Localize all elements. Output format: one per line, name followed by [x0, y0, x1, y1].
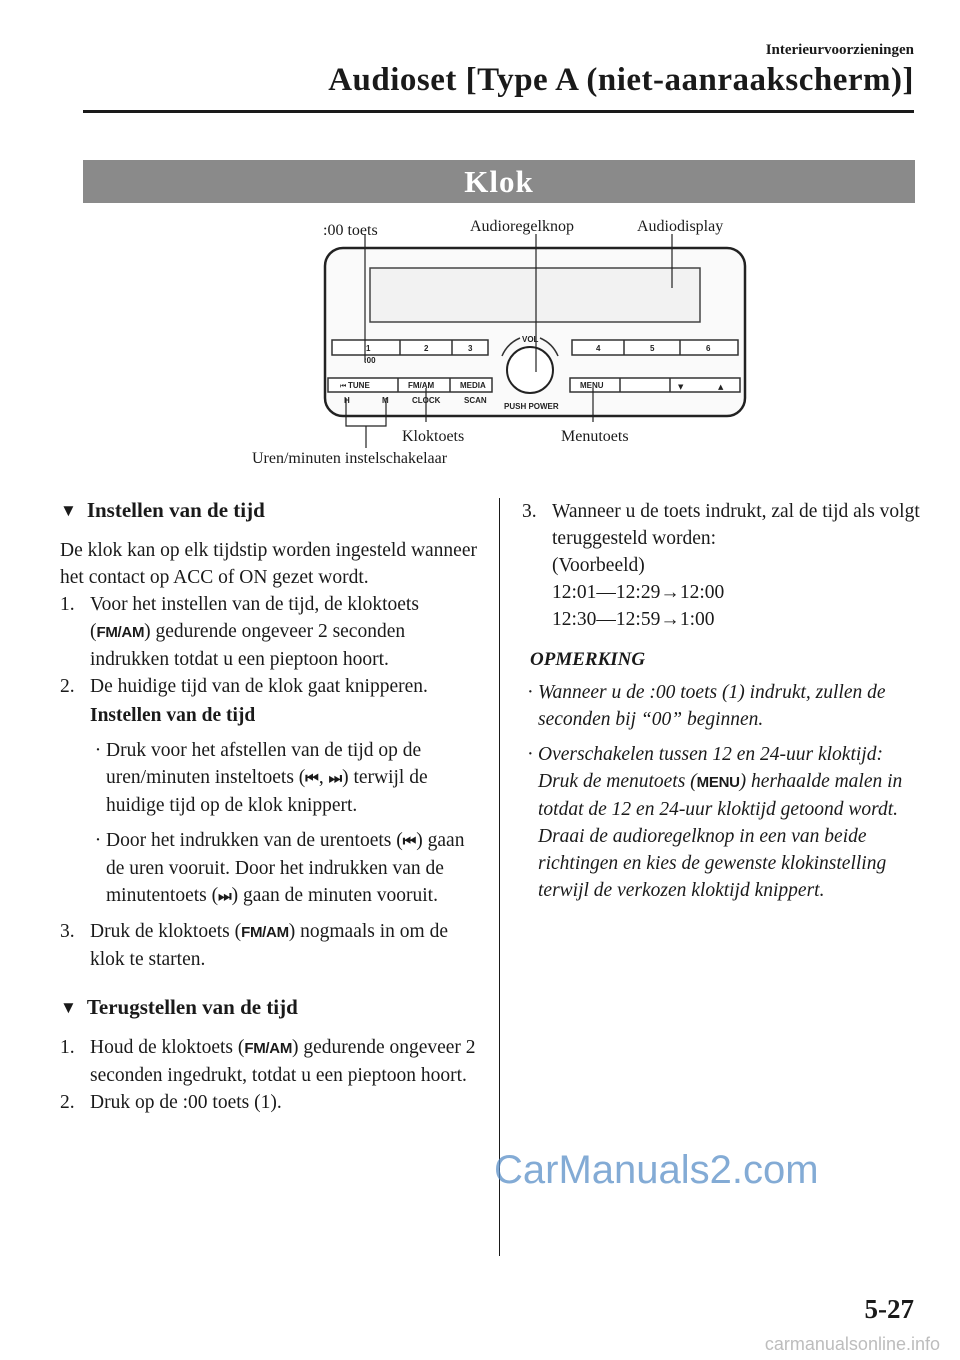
step-number: 3. — [60, 921, 75, 942]
reset-step-2 — [60, 1089, 480, 1116]
footer-site-link[interactable]: carmanualsonline.info — [764, 1334, 940, 1354]
header-rule — [83, 110, 914, 113]
m-label: M — [382, 396, 389, 405]
note-heading: OPMERKING — [530, 649, 646, 670]
set-step-1 — [60, 591, 480, 673]
step-number: 2. — [60, 676, 75, 697]
section-heading-reset-time — [60, 995, 480, 1020]
hour-key-icon: ⏮ — [305, 769, 319, 787]
minute-key-icon: ⏭ — [218, 887, 232, 905]
preset-4-label: 4 — [596, 344, 601, 353]
bullet-text-part: Druk voor het afstellen van de tijd op de uren/minuten insteltoets ( — [106, 740, 422, 788]
note-text-part: ) herhaalde malen in totdat de 12 en 24-uur kloktijd getoond wordt. Draai de audioregelknop in een van beide richtingen en kies de gewenste klokinstelling terwijl de verkozen kloktijd knippert. — [538, 771, 903, 901]
bullet-text-part: , — [318, 767, 329, 788]
bullet-dot: · — [527, 744, 533, 765]
step-subheading: Instellen van de tijd — [90, 705, 256, 726]
note-text: Overschakelen tussen 12 en 24-uur kloktijd: — [538, 744, 883, 765]
set-step-2 — [60, 673, 480, 910]
step-number: 2. — [60, 1092, 75, 1113]
step-text-part: Voor het instellen van de tijd, de kloktoets ( — [90, 594, 419, 642]
step-text-part: ) gedurende ongeveer 2 seconden indrukken totdat u een pieptoon hoort. — [90, 621, 406, 670]
bullet-item — [90, 827, 480, 910]
audio-unit-figure — [240, 212, 760, 474]
bullet-text-part: ) gaan de uren vooruit. Door het indrukken van de minutentoets ( — [106, 830, 465, 906]
bullet-dot: · — [94, 830, 102, 851]
reset-step-1 — [60, 1034, 480, 1089]
bullet-dot: · — [527, 682, 533, 703]
set-step-3 — [60, 918, 480, 973]
step-number: 3. — [522, 501, 537, 522]
bullet-dot: · — [94, 740, 102, 761]
section-heading-set-time — [60, 498, 480, 523]
header-title: Audioset [Type A (niet-aanraakscherm)] — [328, 62, 914, 98]
preset-1-label: 1 — [366, 344, 371, 353]
fmam-key-icon: FM/AM — [96, 624, 145, 641]
callout-hm-switch: Uren/minuten instelschakelaar — [252, 450, 448, 467]
section-heading-set-time-text: Instellen van de tijd — [86, 498, 265, 522]
step-text-part: ) nogmaals in om de klok te starten. — [90, 921, 448, 970]
step-text-part: De huidige tijd van de klok gaat knipperen. — [90, 676, 428, 697]
triangle-icon: ▼ — [60, 500, 77, 520]
preset-2-label: 2 — [424, 344, 429, 353]
step-number: 1. — [60, 594, 75, 615]
bullet-text-part: ) terwijl de huidige tijd op de klok knippert. — [106, 767, 428, 816]
note-block — [522, 679, 922, 904]
triangle-icon: ▼ — [60, 997, 77, 1017]
step-text — [552, 498, 922, 633]
step-text-part: Druk de kloktoets ( — [90, 921, 242, 942]
menu-label: MENU — [580, 381, 604, 390]
section-banner: Klok — [83, 160, 915, 203]
audio-unit-drawing — [240, 212, 760, 474]
fmam-key-icon: FM/AM — [244, 1040, 293, 1057]
push-power-label: PUSH POWER — [504, 402, 559, 411]
step-text — [90, 591, 480, 673]
scan-label: SCAN — [464, 396, 487, 405]
tune-label: TUNE — [348, 381, 370, 390]
step-text-part: Wanneer u de toets indrukt, zal de tijd als volgt teruggesteld worden: — [552, 501, 920, 549]
preset-6-label: 6 — [706, 344, 711, 353]
callout-audio-knob: Audioregelknop — [470, 218, 574, 235]
reset-step-3 — [522, 498, 922, 633]
note-bullet — [522, 679, 922, 733]
example-line: 12:30―12:59→1:00 — [552, 609, 715, 630]
callout-zero-key: :00 toets — [323, 222, 378, 239]
step-text — [90, 673, 480, 910]
minute-key-icon: ⏭ — [328, 769, 343, 787]
menu-key-icon: MENU — [696, 774, 740, 791]
callout-menu-key: Menutoets — [561, 428, 629, 445]
clock-label: CLOCK — [412, 396, 441, 405]
media-label: MEDIA — [460, 381, 486, 390]
watermark-logo[interactable]: CarManuals2.com — [494, 1148, 819, 1192]
step-text: Druk op de :00 toets (1). — [90, 1092, 282, 1113]
up-arrow-icon: ▲ — [718, 383, 724, 391]
h-label: H — [344, 396, 350, 405]
left-column — [60, 498, 480, 1116]
down-arrow-icon: ▼ — [678, 383, 684, 391]
fmam-label: FM/AM — [408, 381, 435, 390]
step-text-part: ) gedurende ongeveer 2 seconden ingedrukt, totdat u een pieptoon hoort. — [90, 1037, 476, 1086]
vol-label: VOL — [522, 335, 539, 344]
step-text — [90, 1034, 480, 1089]
preset-5-label: 5 — [650, 344, 655, 353]
note-bullet — [522, 741, 922, 904]
bullet-item — [90, 737, 480, 819]
step-text-part: Houd de kloktoets ( — [90, 1037, 245, 1058]
example-label: (Voorbeeld) — [552, 555, 645, 576]
step-text — [90, 918, 480, 973]
page-number: 5-27 — [864, 1294, 914, 1324]
section-heading-reset-time-text: Terugstellen van de tijd — [86, 995, 298, 1019]
tune-prev-icon: ⏮ — [340, 382, 347, 390]
bullet-text-part: ) gaan de minuten vooruit. — [231, 885, 438, 906]
bullet-text-part: Door het indrukken van de urentoets ( — [106, 830, 403, 851]
column-divider — [499, 498, 500, 1256]
intro-paragraph: De klok kan op elk tijdstip worden ingesteld wanneer het contact op ACC of ON gezet wordt. — [60, 540, 477, 588]
example-line: 12:01―12:29→12:00 — [552, 582, 725, 603]
hour-key-icon: ⏮ — [402, 832, 417, 850]
callout-audio-display: Audiodisplay — [637, 218, 724, 235]
preset-1-sub-label: :00 — [364, 356, 376, 365]
step-number: 1. — [60, 1037, 75, 1058]
preset-3-label: 3 — [468, 344, 473, 353]
header-section: Interieurvoorzieningen — [765, 42, 914, 58]
note-text: Wanneer u de :00 toets (1) indrukt, zullen de seconden bij “00” beginnen. — [538, 682, 886, 730]
fmam-key-icon: FM/AM — [241, 924, 289, 941]
note-text-part: Druk de menutoets ( — [538, 771, 697, 792]
callout-clock-key: Kloktoets — [402, 428, 465, 445]
right-column — [522, 498, 922, 904]
